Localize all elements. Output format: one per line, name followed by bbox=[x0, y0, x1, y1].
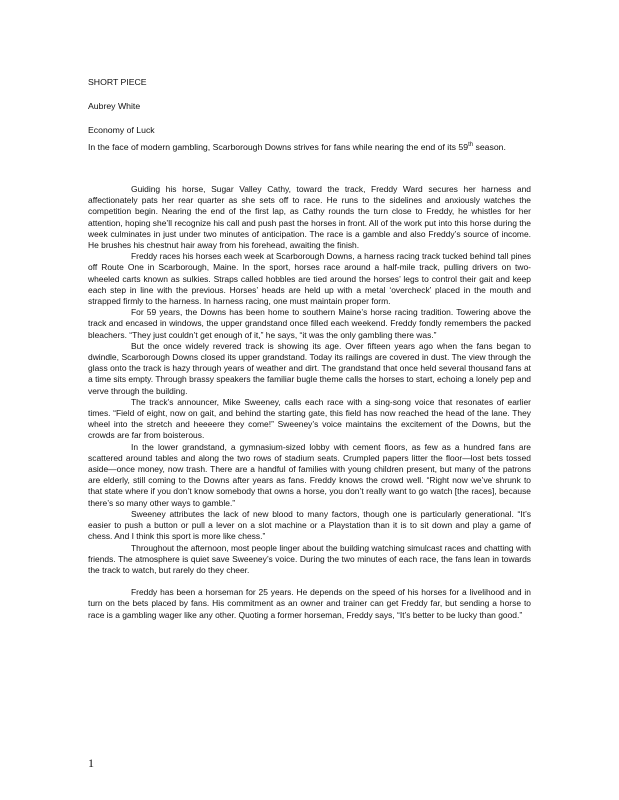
author-name: Aubrey White bbox=[88, 101, 141, 111]
subtitle-text: In the face of modern gambling, Scarborough Downs strives for fans while nearing the end of its 59 bbox=[88, 142, 469, 152]
article-title: Economy of Luck bbox=[88, 125, 155, 135]
paragraph: Freddy has been a horseman for 25 years. He depends on the speed of his horses for a livelihood and in turn on the bets placed by fans. His commitment as an owner and trainer can get Freddy far, but sending a horse to race is a gambling wager like any other. Quoting a former horseman, Freddy says, “It’s better to be lucky than good.” bbox=[88, 587, 531, 620]
paragraph: Freddy races his horses each week at Scarborough Downs, a harness racing track tucked behind tall pines off Route One in Scarborough, Maine. In the sport, horses race around a half-mile track, pulling drivers on two-wheeled carts known as sulkies. Straps called hobbles are tied around the horses’ legs to control their gait and keep each step in line with the previous. Horses’ heads are held up with a metal ‘overcheck’ placed in the mouth and strapped firmly to the harness. In harness racing, one must maintain proper form. bbox=[88, 251, 531, 307]
paragraph: But the once widely revered track is showing its age. Over fifteen years ago when the fans began to dwindle, Scarborough Downs closed its upper grandstand. Today its railings are covered in dust. The view through the glass onto the track is hazy through years of weather and dirt. The grandstand that once held several thousand fans at a time sits empty. Through brassy speakers the familiar bugle theme calls the horses to start, echoing a lonely pep and verve through the building. bbox=[88, 340, 531, 396]
paragraph: Sweeney attributes the lack of new blood to many factors, though one is particularly generational. “It’s easier to push a button or pull a lever on a slot machine or a Playstation than it is to sit down and play a game of chess. And I think this sport is more like chess.” bbox=[88, 508, 531, 542]
paragraph: Guiding his horse, Sugar Valley Cathy, toward the track, Freddy Ward secures her harness and affectionately pats her rear quarter as she sets off to race. He runs to the sidelines and anxiously watches the competition begin. Nearing the end of the first lap, as Cathy rounds the turn close to Freddy, he whistles for her attention, hoping she’ll recognize his call and push past the horses in front. All of the work put into this horse during the week culminates in just under two minutes of anticipation. The race is a gamble and also Freddy’s source of income. He brushes his chestnut hair away from his forehead, awaiting the finish. bbox=[88, 184, 531, 251]
paragraph: Throughout the afternoon, most people linger about the building watching simulcast races and chatting with friends. The atmosphere is quiet save Sweeney’s voice. During the two minutes of each race, the fans lean in towards the track to watch, but rarely do they cheer. bbox=[88, 542, 531, 575]
page-number: 1 bbox=[88, 756, 94, 770]
paragraph: For 59 years, the Downs has been home to southern Maine’s horse racing tradition. Towering above the track and encased in windows, the upper grandstand once filled each weekend. Freddy fondly remembers the packed bleachers. “They just couldn’t get enough of it,” he says, “it was the only gambling there was.” bbox=[88, 307, 531, 340]
paragraph: The track’s announcer, Mike Sweeney, calls each race with a sing-song voice that resonates of earlier times. “Field of eight, now on gait, and behind the starting gate, this field has now reached the head of the lane. They wheel into the stretch and heeeere they come!” Sweeney’s voice maintains the excitement of the Downs, but the crowds are far from boisterous. bbox=[88, 396, 531, 441]
article-body bbox=[88, 184, 531, 621]
article-subtitle bbox=[88, 142, 533, 153]
section-label: SHORT PIECE bbox=[88, 77, 147, 87]
subtitle-superscript: th bbox=[468, 142, 474, 148]
paragraph: In the lower grandstand, a gymnasium-sized lobby with cement floors, as few as a hundred fans are scattered around tables and along the two rows of stadium seats. Crumpled papers litter the floor—lost bets tossed aside—once money, now trash. There are a handful of families with young children present, but many of the patrons are elderly, still coming to the Downs after years as fans. Freddy knows the crowd well. “Right now we’ve shrunk to that state where if you don’t know somebody that owns a horse, you don’t really want to go watch [the races], because there’s so many other ways to gamble.” bbox=[88, 441, 531, 508]
subtitle-text-end: season. bbox=[473, 142, 506, 152]
